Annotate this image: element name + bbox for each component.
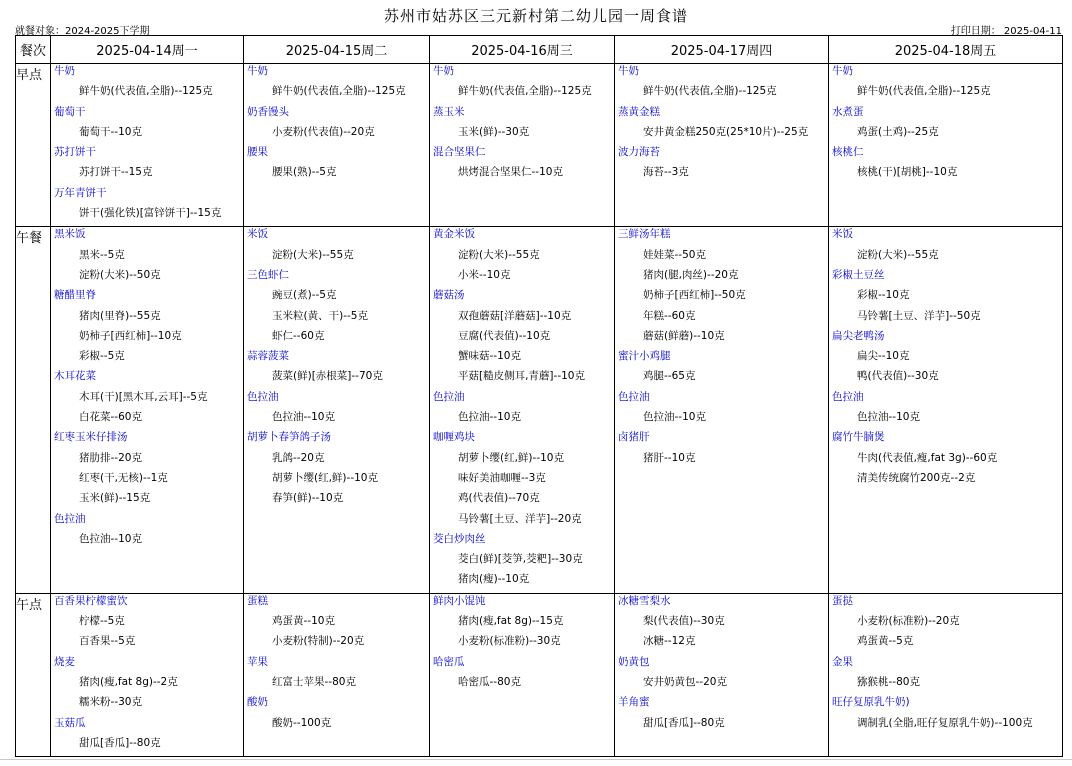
ingredient-line: 甜瓜[香瓜]--80克 (643, 716, 725, 729)
dish-name: 彩椒土豆丝 (832, 268, 885, 281)
ingredient-line: 彩椒--10克 (857, 289, 910, 302)
ingredient-line: 菠菜(鲜)[赤根菜]--70克 (272, 370, 383, 383)
dish-name: 咖喱鸡块 (433, 431, 475, 444)
dish-name: 苏打饼干 (54, 146, 96, 159)
menu-cell (430, 64, 615, 227)
dish-name: 冰糖雪梨水 (618, 594, 671, 607)
day-header: 2025-04-15周二 (244, 36, 430, 64)
ingredient-line: 牛肉(代表值,瘦,fat 3g)--60克 (857, 451, 998, 464)
dish-name: 百香果柠檬蜜饮 (54, 594, 128, 607)
ingredient-line: 甜瓜[香瓜]--80克 (79, 736, 161, 749)
dish-name: 卤猪肝 (618, 431, 650, 444)
ingredient-line: 烘烤混合坚果仁--10克 (458, 166, 563, 179)
dish-name: 波力海苔 (618, 146, 660, 159)
dish-name: 扁尖老鸭汤 (832, 329, 885, 342)
dish-name: 腐竹牛腩煲 (832, 431, 885, 444)
dish-name: 米饭 (247, 228, 268, 241)
ingredient-line: 猪肉(瘦)--10克 (458, 573, 530, 586)
ingredient-line: 葡萄干--10克 (79, 125, 142, 138)
menu-cell (615, 227, 829, 593)
ingredient-line: 百香果--5克 (79, 635, 136, 648)
dish-name: 玉菇瓜 (54, 716, 86, 729)
dish-name: 木耳花菜 (54, 370, 96, 383)
day-header: 2025-04-17周四 (615, 36, 829, 64)
dish-name: 哈密瓜 (433, 655, 465, 668)
dish-name: 色拉油 (832, 390, 864, 403)
dish-name: 腰果 (247, 146, 268, 159)
dish-name: 蒸黄金糕 (618, 105, 660, 118)
ingredient-line: 鸭(代表值)--30克 (857, 370, 939, 383)
ingredient-line: 玉米(鲜)--15克 (79, 492, 151, 505)
dish-name: 黄金米饭 (433, 228, 475, 241)
dish-name: 核桃仁 (832, 146, 864, 159)
dining-target-label: 就餐对象：2024-2025下学期 (15, 26, 150, 37)
day-header: 2025-04-18周五 (829, 36, 1063, 64)
ingredient-line: 小麦粉(特制)--20克 (272, 635, 365, 648)
ingredient-line: 黑米--5克 (79, 248, 125, 261)
ingredient-line: 马铃薯[土豆、洋芋]--50克 (857, 309, 981, 322)
dish-name: 牛奶 (832, 65, 853, 77)
dish-name: 黑米饭 (54, 228, 86, 241)
dish-name: 旺仔复原乳牛奶) (832, 696, 910, 709)
ingredient-line: 酸奶--100克 (272, 716, 332, 729)
ingredient-line: 玉米(鲜)--30克 (458, 125, 530, 138)
ingredient-line: 鲜牛奶(代表值,全脂)--125克 (643, 85, 777, 98)
print-date-label: 打印日期： 2025-04-11 (950, 26, 1062, 37)
ingredient-line: 猕猴桃--80克 (857, 675, 920, 688)
dish-name: 酸奶 (247, 696, 268, 709)
ingredient-line: 鸡蛋(土鸡)--25克 (857, 125, 939, 138)
dish-name: 烧麦 (54, 655, 75, 668)
ingredient-line: 梨(代表值)--30克 (643, 615, 725, 628)
menu-cell (244, 593, 430, 756)
ingredient-line: 色拉油--10克 (643, 411, 706, 424)
ingredient-line: 春笋(鲜)--10克 (272, 492, 344, 505)
dish-name: 牛奶 (247, 65, 268, 77)
header-row (16, 36, 1063, 64)
day-header: 2025-04-14周一 (51, 36, 244, 64)
day-header: 2025-04-16周三 (430, 36, 615, 64)
dish-name: 色拉油 (618, 390, 650, 403)
ingredient-line: 淀粉(大米)--55克 (272, 248, 354, 261)
dish-name: 米饭 (832, 228, 853, 241)
ingredient-line: 蟹味菇--10克 (458, 350, 521, 363)
ingredient-line: 猪肉(瘦,fat 8g)--2克 (79, 675, 178, 688)
ingredient-line: 鲜牛奶(代表值,全脂)--125克 (79, 85, 213, 98)
ingredient-line: 安井黄金糕250克(25*10片)--25克 (643, 125, 809, 138)
ingredient-line: 茭白(鲜)[茭笋,茭粑]--30克 (458, 553, 583, 566)
ingredient-line: 小麦粉(代表值)--20克 (272, 125, 375, 138)
dish-name: 蛋糕 (247, 594, 268, 607)
ingredient-line: 鸡(代表值)--70克 (458, 492, 540, 505)
dish-name: 奶黄包 (618, 655, 650, 668)
menu-cell (829, 593, 1063, 756)
ingredient-line: 色拉油--10克 (272, 411, 335, 424)
dish-name: 水煮蛋 (832, 105, 864, 118)
ingredient-line: 胡萝卜缨(红,鲜)--10克 (458, 451, 564, 464)
dish-name: 葡萄干 (54, 105, 86, 118)
ingredient-line: 马铃薯[土豆、洋芋]--20克 (458, 512, 582, 525)
dish-name: 鲜肉小馄饨 (433, 594, 486, 607)
dish-name: 蘑菇汤 (433, 289, 465, 302)
ingredient-line: 胡萝卜缨(红,鲜)--10克 (272, 471, 378, 484)
dish-name: 奶香馒头 (247, 105, 289, 118)
dish-name: 色拉油 (54, 512, 86, 525)
ingredient-line: 核桃(干)[胡桃]--10克 (857, 166, 958, 179)
dish-name: 三色虾仁 (247, 268, 289, 281)
ingredient-line: 木耳(干)[黑木耳,云耳]--5克 (79, 390, 208, 403)
dish-name: 蜜汁小鸡腿 (618, 350, 671, 363)
dish-name: 红枣玉米仔排汤 (54, 431, 128, 444)
ingredient-line: 小米--10克 (458, 268, 511, 281)
ingredient-line: 猪肉(里脊)--55克 (79, 309, 161, 322)
ingredient-line: 白花菜--60克 (79, 411, 142, 424)
ingredient-line: 奶柿子[西红柿]--10克 (79, 329, 182, 342)
menu-cell (829, 64, 1063, 227)
meal-row (16, 227, 1063, 593)
menu-cell (51, 227, 244, 593)
ingredient-line: 猪肋排--20克 (79, 451, 142, 464)
ingredient-line: 味好美油咖喱--3克 (458, 471, 546, 484)
ingredient-line: 红富士苹果--80克 (272, 675, 356, 688)
dish-name: 蛋挞 (832, 594, 853, 607)
meal-row (16, 64, 1063, 227)
dish-name: 金果 (832, 655, 853, 668)
ingredient-line: 饼干(强化铁)[富锌饼干]--15克 (79, 207, 222, 220)
ingredient-line: 蘑菇(鲜蘑)--10克 (643, 329, 725, 342)
ingredient-line: 淀粉(大米)--55克 (458, 248, 540, 261)
weekly-menu-table (15, 35, 1063, 757)
meal-label: 午餐 (16, 227, 51, 593)
ingredient-line: 鲜牛奶(代表值,全脂)--125克 (857, 85, 991, 98)
page-bottom-divider (0, 759, 1072, 760)
ingredient-line: 小麦粉(标准粉)--30克 (458, 635, 561, 648)
ingredient-line: 糯米粉--30克 (79, 696, 142, 709)
ingredient-line: 哈密瓜--80克 (458, 675, 521, 688)
ingredient-line: 鸡蛋黄--5克 (857, 635, 914, 648)
ingredient-line: 鲜牛奶(代表值,全脂)--125克 (458, 85, 592, 98)
ingredient-line: 苏打饼干--15克 (79, 166, 153, 179)
ingredient-line: 鸡蛋黄--10克 (272, 615, 335, 628)
menu-cell (430, 593, 615, 756)
menu-cell (615, 593, 829, 756)
menu-cell (51, 64, 244, 227)
ingredient-line: 豆腐(代表值)--10克 (458, 329, 551, 342)
ingredient-line: 鲜牛奶(代表值,全脂)--125克 (272, 85, 406, 98)
ingredient-line: 年糕--60克 (643, 309, 696, 322)
ingredient-line: 猪肉(瘦,fat 8g)--15克 (458, 615, 564, 628)
ingredient-line: 扁尖--10克 (857, 350, 910, 363)
ingredient-line: 双孢蘑菇[洋蘑菇]--10克 (458, 309, 572, 322)
dish-name: 羊角蜜 (618, 696, 650, 709)
ingredient-line: 安井奶黄包--20克 (643, 675, 727, 688)
ingredient-line: 乳鸽--20克 (272, 451, 325, 464)
meal-label: 早点 (16, 64, 51, 227)
ingredient-line: 豌豆(煮)--5克 (272, 289, 337, 302)
dish-name: 糖醋里脊 (54, 289, 96, 302)
menu-cell (829, 227, 1063, 593)
ingredient-line: 玉米粒(黄、干)--5克 (272, 309, 368, 322)
ingredient-line: 腰果(熟)--5克 (272, 166, 337, 179)
page-title: 苏州市姑苏区三元新村第二幼儿园一周食谱 (383, 7, 688, 25)
dish-name: 三鲜汤年糕 (618, 228, 671, 241)
ingredient-line: 彩椒--5克 (79, 350, 125, 363)
meal-label: 午点 (16, 593, 51, 756)
dish-name: 色拉油 (433, 390, 465, 403)
dish-name: 色拉油 (247, 390, 279, 403)
dish-name: 胡萝卜春笋鸽子汤 (247, 431, 331, 444)
dish-name: 万年青饼干 (54, 186, 107, 199)
meal-column-header: 餐次 (16, 36, 51, 64)
ingredient-line: 小麦粉(标准粉)--20克 (857, 615, 960, 628)
menu-cell (244, 64, 430, 227)
ingredient-line: 猪肝--10克 (643, 451, 696, 464)
ingredient-line: 调制乳(全脂,旺仔复原乳牛奶)--100克 (857, 716, 1033, 729)
ingredient-line: 淀粉(大米)--50克 (79, 268, 161, 281)
dish-name: 牛奶 (433, 65, 454, 77)
ingredient-line: 淀粉(大米)--55克 (857, 248, 939, 261)
ingredient-line: 虾仁--60克 (272, 329, 325, 342)
dish-name: 牛奶 (618, 65, 639, 77)
ingredient-line: 柠檬--5克 (79, 615, 125, 628)
ingredient-line: 冰糖--12克 (643, 635, 696, 648)
ingredient-line: 清美传统腐竹200克--2克 (857, 471, 976, 484)
dish-name: 苹果 (247, 655, 268, 668)
ingredient-line: 色拉油--10克 (79, 532, 142, 545)
ingredient-line: 色拉油--10克 (857, 411, 920, 424)
menu-cell (430, 227, 615, 593)
dish-name: 蒜蓉菠菜 (247, 350, 289, 363)
ingredient-line: 猪肉(腿,肉丝)--20克 (643, 268, 739, 281)
dish-name: 牛奶 (54, 65, 75, 77)
ingredient-line: 色拉油--10克 (458, 411, 521, 424)
ingredient-line: 红枣(干,无核)--1克 (79, 471, 168, 484)
dish-name: 蒸玉米 (433, 105, 465, 118)
ingredient-line: 奶柿子[西红柿]--50克 (643, 289, 746, 302)
menu-cell (244, 227, 430, 593)
ingredient-line: 海苔--3克 (643, 166, 689, 179)
dish-name: 茭白炒肉丝 (433, 532, 486, 545)
ingredient-line: 娃娃菜--50克 (643, 248, 706, 261)
menu-cell (615, 64, 829, 227)
ingredient-line: 平菇[糙皮侧耳,青蘑]--10克 (458, 370, 585, 383)
dish-name: 混合坚果仁 (433, 146, 486, 159)
meal-row (16, 593, 1063, 756)
ingredient-line: 鸡腿--65克 (643, 370, 696, 383)
menu-cell (51, 593, 244, 756)
